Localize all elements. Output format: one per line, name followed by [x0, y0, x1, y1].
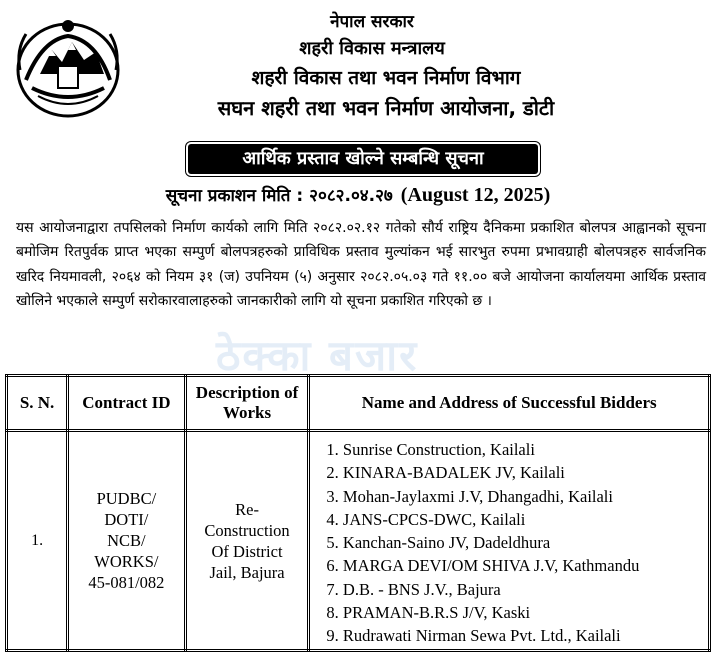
list-item: 8. PRAMAN-B.R.S J/V, Kaski: [326, 603, 531, 623]
header-bidders: Name and Address of Successful Bidders: [309, 376, 710, 431]
watermark: ठेक्का बजार: [216, 331, 419, 380]
cell-description: Re-Construction Of District Jail, Bajura: [185, 431, 309, 651]
header-description: Description of Works: [185, 376, 309, 431]
table-row: [7, 431, 710, 651]
header-line-ministry: शहरी विकास मन्त्रालय: [299, 38, 445, 59]
notice-title: आर्थिक प्रस्ताव खोल्ने सम्बन्धि सूचना: [188, 144, 538, 174]
bidder-list: [326, 438, 708, 648]
header-line-project: सघन शहरी तथा भवन निर्माण आयोजना, डोटी: [217, 96, 555, 120]
list-item: 7. D.B. - BNS J.V., Bajura: [326, 579, 501, 599]
list-item: 1. Sunrise Construction, Kailali: [326, 440, 535, 459]
bidders-table: [5, 374, 711, 652]
list-item: 5. Kanchan-Saino JV, Dadeldhura: [326, 533, 551, 553]
notice-body: यस आयोजनाद्वारा तपसिलको निर्माण कार्यको लागि मिति २०८२.०२.१२ गतेको सौर्य राष्ट्रिय दैनिकमा प्रकाशित बोलपत्र आह्वानको सूचना बमोजिम रितपुर्वक प्राप्त भएका सम्पुर्ण बोलपत्रहरुको प्राविधिक प्रस्ताव मुल्यांकन भई सारभुत रुपमा प्रभावग्राही बोलपत्रहरु सार्वजनिक खरिद नियमावली, २०६४ को नियम ३१ (ज) उपनियम (५) अनुसार २०८२.०५.०३ गते ११.०० बजे आयोजना कार्यालयमा आर्थिक प्रस्ताव खोलिने भएकाले सम्पुर्ण सरोकारवालाहरुको जानकारीको लागि यो सूचना प्रकाशित गरिएको छ ।: [16, 220, 706, 310]
header-sn: S. N.: [7, 376, 68, 431]
publication-date-english: (August 12, 2025): [400, 184, 551, 206]
publication-date: [0, 183, 716, 207]
header-line-government: नेपाल सरकार: [330, 12, 414, 32]
table-header-row: [7, 376, 710, 431]
cell-contract-id: PUDBC/ DOTI/ NCB/ WORKS/ 45-081/082: [68, 431, 186, 651]
list-item: 3. Mohan-Jaylaxmi J.V, Dhangadhi, Kailali: [326, 486, 613, 506]
list-item: 4. JANS-CPCS-DWC, Kailali: [326, 509, 526, 529]
header-contract-id: Contract ID: [68, 376, 186, 431]
publication-date-label: सूचना प्रकाशन मिति : २०८२.०४.२७: [165, 186, 393, 206]
list-item: 2. KINARA-BADALEK JV, Kailali: [326, 463, 565, 483]
cell-sn: 1.: [7, 431, 68, 651]
cell-bidders: [309, 431, 710, 651]
list-item: 9. Rudrawati Nirman Sewa Pvt. Ltd., Kailali: [326, 626, 621, 646]
list-item: 6. MARGA DEVI/OM SHIVA J.V, Kathmandu: [326, 556, 640, 576]
header-line-department: शहरी विकास तथा भवन निर्माण विभाग: [251, 67, 521, 89]
